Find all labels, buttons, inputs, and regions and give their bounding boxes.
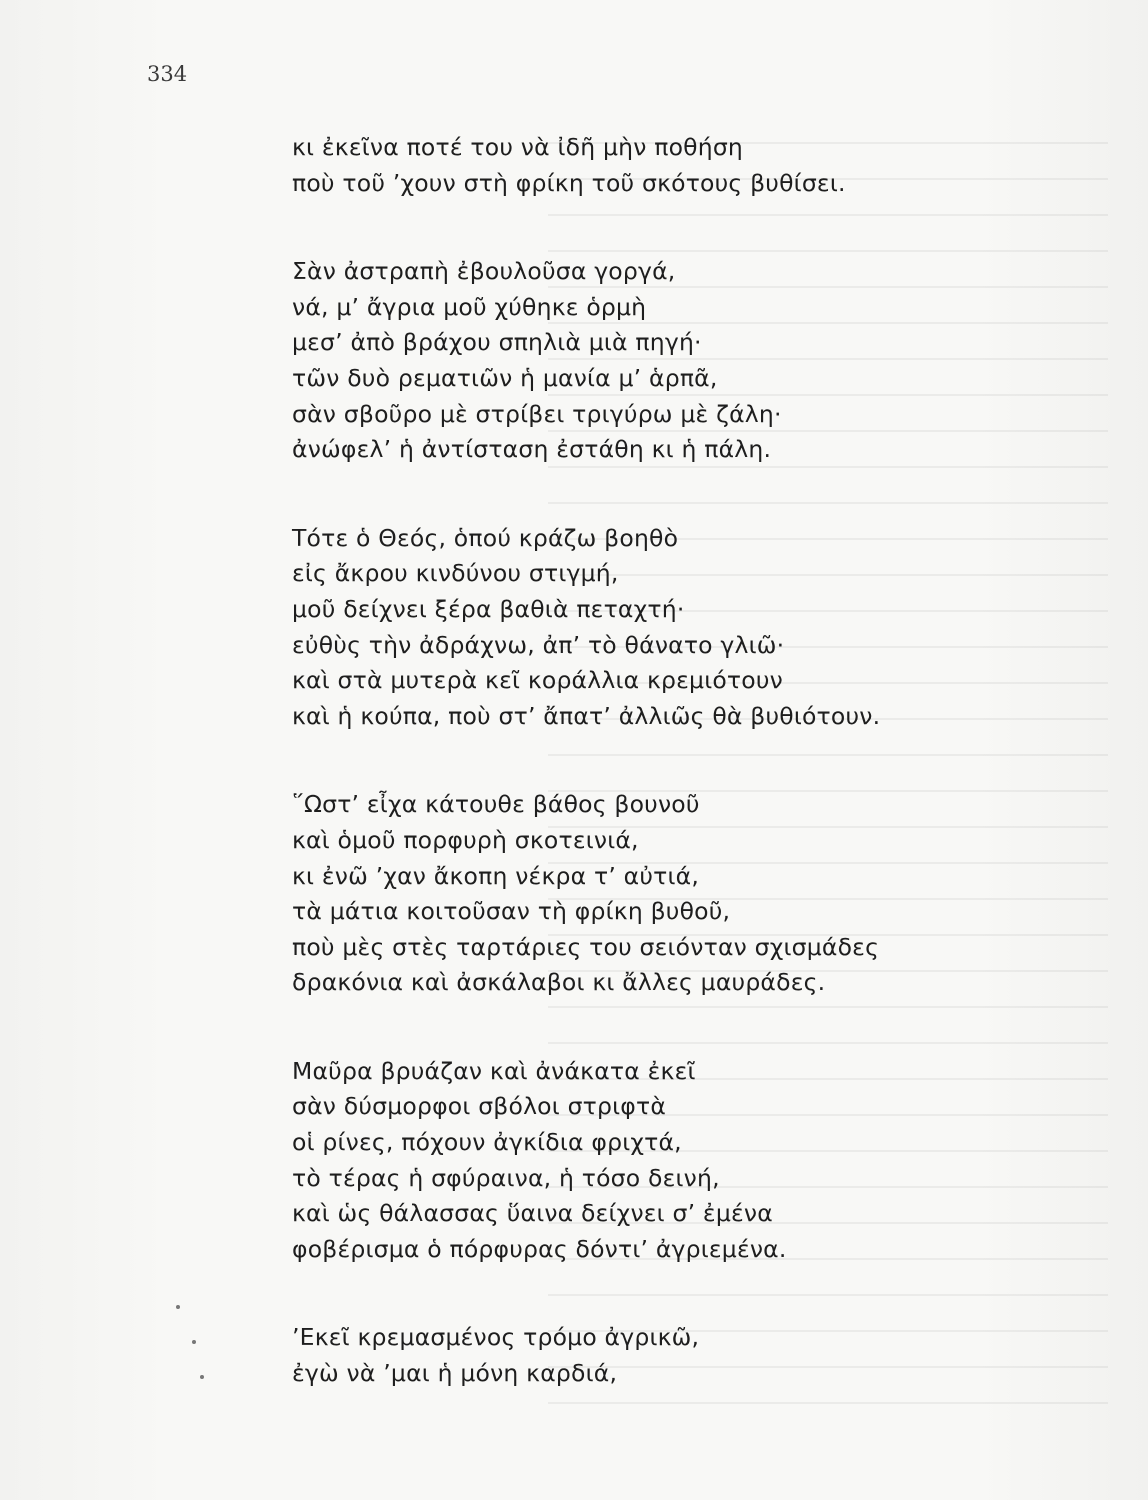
stanza — [292, 254, 1072, 468]
poem-line: τῶν δυὸ ρεματιῶν ἡ μανία μ’ ἁρπᾶ, — [292, 363, 718, 392]
poem-line: σὰν δύσμορφοι σβόλοι στριφτὰ — [292, 1092, 667, 1121]
poem-line: ῞Ωστ’ εἶχα κάτουθε βάθος βουνοῦ — [292, 790, 700, 819]
poem-line: δρακόνια καὶ ἀσκάλαβοι κι ἄλλες μαυράδες. — [292, 968, 826, 997]
poem-line: φοβέρισμα ὁ πόρφυρας δόντι’ ἀγριεμένα. — [292, 1234, 787, 1263]
poem-line: μοῦ δείχνει ξέρα βαθιὰ πεταχτή· — [292, 594, 685, 623]
poem-line: ποὺ τοῦ ’χουν στὴ φρίκη τοῦ σκότους βυθίσει. — [292, 168, 846, 197]
poem-line: τὸ τέρας ἡ σφύραινα, ἡ τόσο δεινή, — [292, 1163, 720, 1192]
poem-line: οἱ ρίνες, πόχουν ἀγκίδια φριχτά, — [292, 1128, 682, 1157]
poem-line: ’Εκεῖ κρεμασμένος τρόμο ἀγρικῶ, — [292, 1323, 700, 1352]
poem-line: Μαῦρα βρυάζαν καὶ ἀνάκατα ἐκεῖ — [292, 1056, 696, 1085]
poem-line: Τότε ὁ Θεός, ὁπού κράζω βοηθὸ — [292, 523, 679, 552]
poem-line: Σὰν ἀστραπὴ ἐβουλοῦσα γοργά, — [292, 257, 676, 286]
poem-line: κι ἐνῶ ’χαν ἄκοπη νέκρα τ’ αὐτιά, — [292, 861, 700, 890]
poem-body — [292, 130, 1072, 1445]
poem-line: ἀνώφελ’ ἡ ἀντίσταση ἐστάθη κι ἡ πάλη. — [292, 435, 772, 464]
poem-line: καὶ στὰ μυτερὰ κεῖ κοράλλια κρεμιότουν — [292, 666, 783, 695]
poem-line: καὶ ὡς θάλασσας ὕαινα δείχνει σ’ ἐμένα — [292, 1199, 773, 1228]
margin-speck — [176, 1305, 180, 1309]
stanza — [292, 1054, 1072, 1268]
poem-line: εἰς ἄκρου κινδύνου στιγμή, — [292, 559, 619, 588]
poem-line: σὰν σβοῦρο μὲ στρίβει τριγύρω μὲ ζάλη· — [292, 399, 782, 428]
stanza — [292, 787, 1072, 1001]
poem-line: εὐθὺς τὴν ἀδράχνω, ἀπ’ τὸ θάνατο γλιῶ· — [292, 630, 785, 659]
poem-line: ἐγὼ νὰ ’μαι ἡ μόνη καρδιά, — [292, 1359, 618, 1388]
stanza — [292, 521, 1072, 735]
stanza — [292, 1320, 1072, 1391]
poem-line: τὰ μάτια κοιτοῦσαν τὴ φρίκη βυθοῦ, — [292, 897, 731, 926]
margin-speck — [192, 1340, 196, 1344]
poem-line: ποὺ μὲς στὲς ταρτάριες του σειόνταν σχισμάδες — [292, 932, 880, 961]
poem-line: κι ἐκεῖνα ποτέ του νὰ ἰδῆ μὴν ποθήση — [292, 133, 744, 161]
page-number: 334 — [147, 62, 188, 86]
poem-line: μεσ’ ἀπὸ βράχου σπηλιὰ μιὰ πηγή· — [292, 328, 702, 357]
poem-line: καὶ ὁμοῦ πορφυρὴ σκοτεινιά, — [292, 825, 639, 854]
stanza — [292, 130, 1072, 201]
poem-line: καὶ ἡ κούπα, ποὺ στ’ ἄπατ’ ἀλλιῶς θὰ βυθιότουν. — [292, 701, 881, 730]
poem-line: νά, μ’ ἄγρια μοῦ χύθηκε ὁρμὴ — [292, 292, 647, 321]
margin-speck — [200, 1375, 204, 1379]
